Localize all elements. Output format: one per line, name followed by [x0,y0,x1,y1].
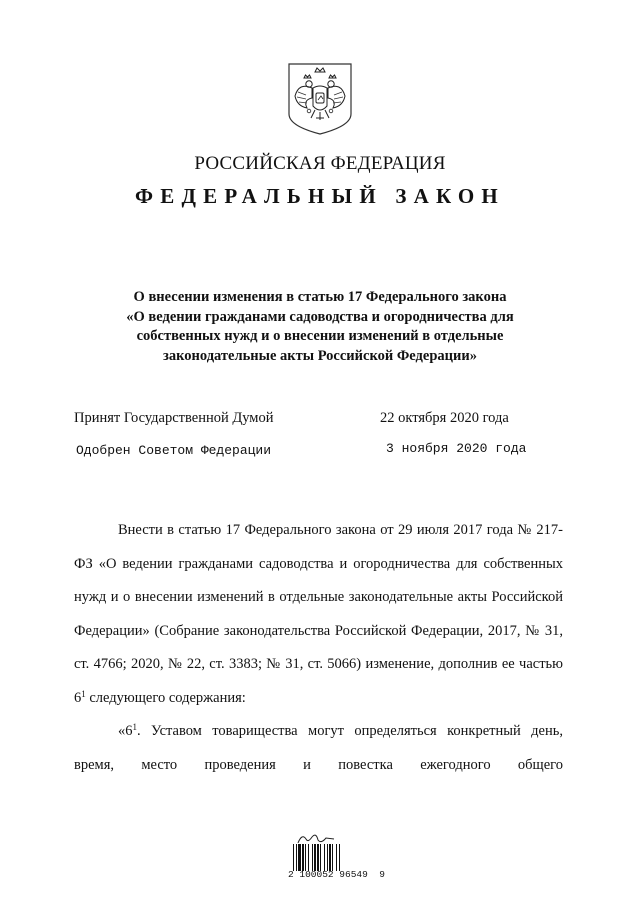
body-paragraph [74,715,563,782]
barcode-bar [312,844,313,871]
body-text: «6 [118,723,133,739]
russian-coat-of-arms-icon [287,62,353,136]
barcode-bar [324,844,325,871]
barcode-bar [327,844,328,871]
law-title-line: собственных нужд и о внесении изменений в отдельные [136,328,504,344]
duma-adoption-label: Принят Государственной Думой [74,410,274,426]
barcode-bar [308,844,309,871]
barcode-bar [332,844,333,871]
council-approval-label: Одобрен Советом Федерации [76,443,272,458]
barcode-bar [329,844,331,871]
barcode-bar [305,844,306,871]
law-title-line: О внесении изменения в статью 17 Федерального закона [133,289,507,305]
body-paragraph [74,514,563,715]
law-title [0,288,640,366]
barcode-bar [320,844,321,871]
barcode [293,844,353,871]
body-text: следующего содержания: [85,689,246,706]
law-title-line: «О ведении гражданами садоводства и огородничества для [126,308,514,325]
barcode-number: 2 100052 96549 9 [288,869,385,880]
law-title-line: законодательные акты Российской Федерации» [163,347,477,364]
duma-adoption-date: 22 октября 2020 года [380,410,509,426]
document-type: ФЕДЕРАЛЬНЫЙ ЗАКОН [135,184,505,208]
council-approval-date: 3 ноября 2020 года [386,441,527,456]
law-body [74,514,563,782]
barcode-bar [298,844,301,871]
barcode-bar [293,844,294,871]
barcode-bar [302,844,304,871]
barcode-bar [317,844,319,871]
body-text: . Уставом товарищества могут определяться конкретный день, время, место проведения и повестка ежегодного общего [74,723,563,773]
superscript: 1 [132,722,137,732]
barcode-bar [314,844,316,871]
barcode-bar [339,844,340,871]
body-text: Внести в статью 17 Федерального закона от 29 июля 2017 года № 217-ФЗ «О ведении гражданами садоводства и огородничества для собственных нужд и о внесении изменений в отдельные законодательные акты Российской Федерации» (Собрание законодательства Российской Федерации, 2017, № 31, ст. 4766; 2020, № 22, ст. 3383; № 31, ст. 5066) изменение, дополнив ее частью 6 [74,522,563,706]
superscript: 1 [81,688,86,699]
country-name: РОССИЙСКАЯ ФЕДЕРАЦИЯ [194,153,446,174]
barcode-bar [296,844,297,871]
barcode-bar [336,844,337,871]
